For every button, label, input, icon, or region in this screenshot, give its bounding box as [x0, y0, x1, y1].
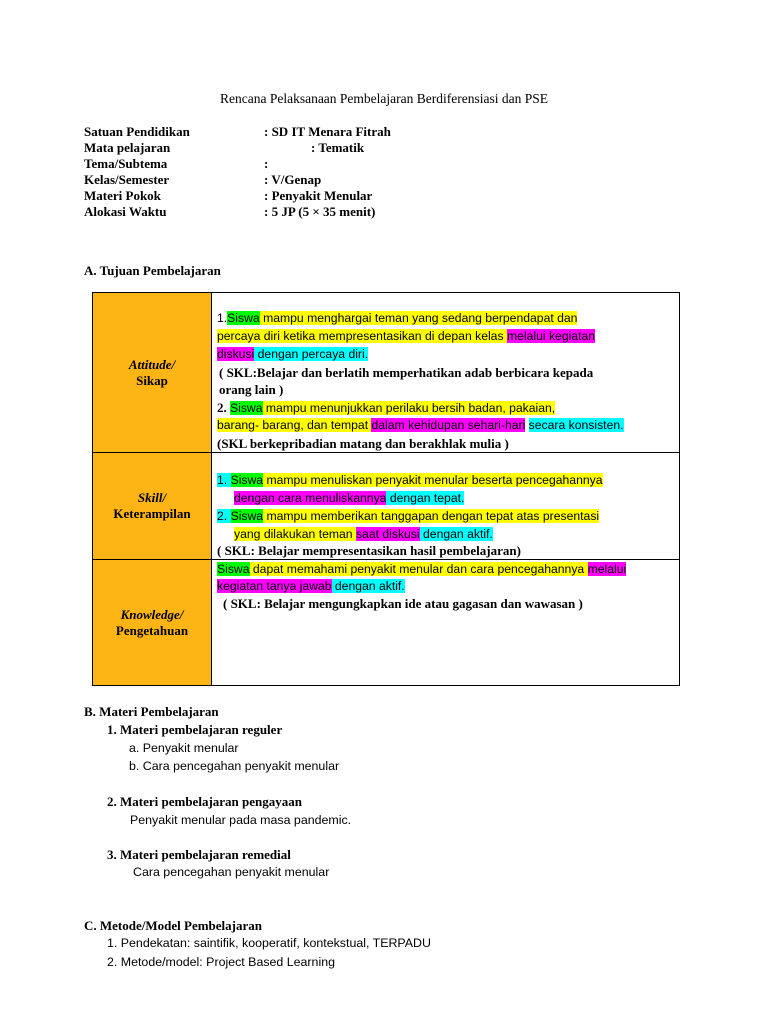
- section-c-item-2: 2. Metode/model: Project Based Learning: [107, 955, 335, 969]
- tema-label: Tema/Subtema: [84, 156, 168, 171]
- skill-label: Skill/: [137, 490, 167, 505]
- skill-line-4: yang dilakukan teman saat diskusi dengan aktif.: [234, 527, 493, 541]
- section-b-item-1: 1. Materi pembelajaran reguler: [107, 722, 283, 737]
- kelas-label: Kelas/Semester: [84, 172, 170, 187]
- knowledge-label-cell: [93, 560, 212, 686]
- knowledge-line-2: kegiatan tanya jawab dengan aktif.: [217, 579, 405, 593]
- alokasi-label: Alokasi Waktu: [84, 204, 167, 219]
- attitude-label: Attitude/: [128, 356, 176, 372]
- section-b-item-1a: a. Penyakit menular: [129, 741, 239, 755]
- section-b-item-2: 2. Materi pembelajaran pengayaan: [107, 794, 302, 809]
- section-b-item-2-text: Penyakit menular pada masa pandemic.: [130, 813, 352, 827]
- mapel-label: Mata pelajaran: [84, 140, 171, 155]
- skill-line-1: 1. Siswa mampu menuliskan penyakit menular beserta pencegahannya: [217, 473, 603, 487]
- skill-skl: ( SKL: Belajar mempresentasikan hasil pembelajaran): [217, 543, 521, 558]
- knowledge-sublabel: Pengetahuan: [115, 622, 189, 638]
- document-title: Rencana Pelaksanaan Pembelajaran Berdiferensiasi dan PSE: [219, 91, 548, 106]
- knowledge-content-cell: [212, 560, 680, 686]
- attitude-skl-1a: ( SKL:Belajar dan berlatih memperhatikan adab berbicara kepada: [219, 365, 594, 380]
- satuan-label: Satuan Pendidikan: [84, 124, 190, 139]
- section-b-item-3-text: Cara pencegahan penyakit menular: [133, 865, 330, 879]
- satuan-value: : SD IT Menara Fitrah: [264, 124, 391, 139]
- objectives-table: [92, 292, 680, 686]
- section-c-item-1: 1. Pendekatan: saintifik, kooperatif, kontekstual, TERPADU: [107, 936, 431, 950]
- attitude-content-cell: [212, 293, 680, 453]
- knowledge-label: Knowledge/: [120, 606, 184, 622]
- knowledge-row: [93, 560, 680, 686]
- skill-row: [93, 453, 680, 560]
- attitude-line-2: percaya diri ketika mempresentasikan di depan kelas melalui kegiatan: [217, 329, 596, 343]
- skill-line-2: dengan cara menuliskannya dengan tepat.: [234, 491, 465, 505]
- alokasi-value: : 5 JP (5 × 35 menit): [264, 204, 376, 219]
- highlight-siswa: Siswa: [230, 509, 264, 523]
- section-b-heading: B. Materi Pembelajaran: [84, 704, 219, 719]
- tema-value: :: [264, 156, 269, 171]
- highlight-siswa: Siswa: [230, 401, 263, 415]
- attitude-sublabel: Sikap: [136, 372, 168, 388]
- attitude-label-cell: [93, 293, 212, 453]
- highlight-siswa: Siswa: [230, 473, 264, 487]
- knowledge-line-1: Siswa dapat memahami penyakit menular dan cara pencegahannya melalui: [217, 562, 627, 576]
- materi-value: : Penyakit Menular: [264, 188, 373, 203]
- attitude-line-3: diskusi dengan percaya diri.: [217, 347, 369, 361]
- skill-sublabel: Keterampilan: [113, 506, 191, 521]
- attitude-skl-1b: orang lain ): [219, 382, 284, 397]
- materi-label: Materi Pokok: [84, 188, 161, 203]
- skill-content-cell: [212, 453, 680, 560]
- mapel-value: : Tematik: [311, 140, 365, 155]
- attitude-line-1: 1.Siswa mampu menghargai teman yang sedang berpendapat dan: [217, 311, 578, 325]
- skill-label-cell: [93, 453, 212, 560]
- section-a-heading: A. Tujuan Pembelajaran: [84, 263, 221, 278]
- attitude-skl-2: (SKL berkepribadian matang dan berakhlak mulia ): [217, 436, 509, 451]
- highlight-siswa: Siswa: [227, 311, 260, 325]
- kelas-value: : V/Genap: [264, 172, 322, 187]
- highlight-siswa: Siswa: [217, 562, 250, 576]
- section-c-heading: C. Metode/Model Pembelajaran: [84, 918, 262, 933]
- section-b-item-1b: b. Cara pencegahan penyakit menular: [129, 759, 340, 773]
- section-b-item-3: 3. Materi pembelajaran remedial: [107, 847, 291, 862]
- knowledge-skl: ( SKL: Belajar mengungkapkan ide atau gagasan dan wawasan ): [223, 596, 583, 611]
- skill-line-3: 2. Siswa mampu memberikan tanggapan dengan tepat atas presentasi: [217, 509, 600, 523]
- attitude-row: [93, 293, 680, 453]
- attitude-line-5: barang- barang, dan tempat dalam kehidupan sehari-hari secara konsisten.: [217, 418, 624, 432]
- attitude-line-4: 2. Siswa mampu menunjukkan perilaku bersih badan, pakaian,: [217, 400, 556, 415]
